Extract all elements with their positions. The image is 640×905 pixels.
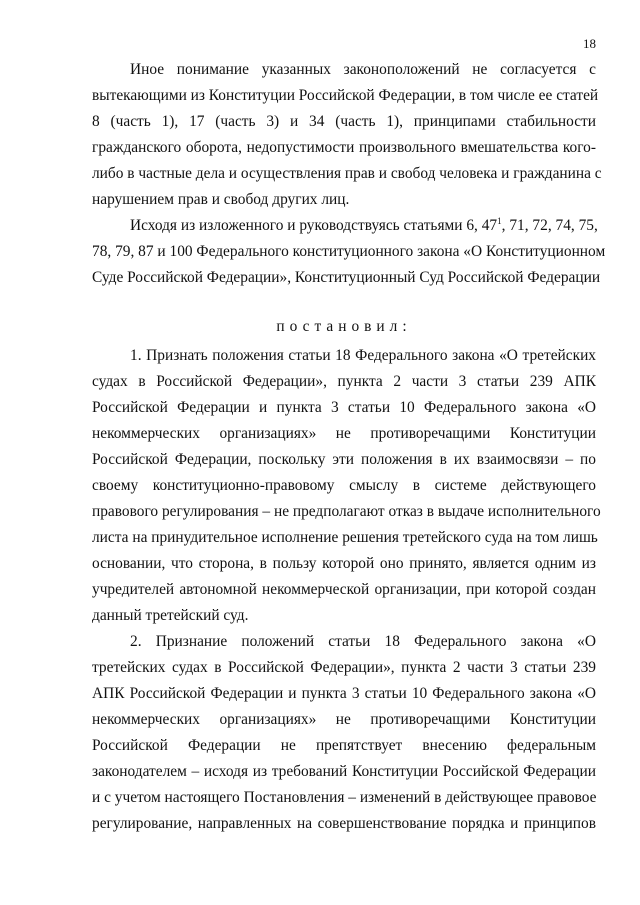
text-fragment: , 71, 72, 74, 75, [501, 217, 598, 234]
text-line: своему конституционно-правовому смыслу в системе действующего [92, 477, 596, 494]
text-line: нарушением прав и свобод других лиц. [92, 191, 350, 208]
text-line: судах в Российской Федерации», пункта 2 части 3 статьи 239 АПК [92, 373, 596, 390]
text-line: либо в частные дела и осуществления прав и свобод человека и гражданина с [92, 165, 602, 182]
text-line: листа на принудительное исполнение решения третейского суда на том лишь [92, 529, 598, 546]
text-line [92, 213, 596, 239]
text-line: Иное понимание указанных законоположений не согласуется с [130, 61, 596, 78]
text-line: третейских судах в Российской Федерации», пункта 2 части 3 статьи 239 [92, 659, 596, 676]
text-line: 8 (часть 1), 17 (часть 3) и 34 (часть 1), принципами стабильности [92, 113, 596, 130]
paragraph-1 [92, 57, 602, 213]
paragraph-3 [92, 343, 601, 629]
text-line: 1. Признать положения статьи 18 Федерального закона «О третейских [130, 347, 596, 364]
text-line: 2. Признание положений статьи 18 Федерального закона «О [130, 633, 596, 650]
paragraph-2 [92, 213, 606, 291]
superscript: 1 [497, 216, 502, 226]
text-line: некоммерческих организациях» не противоречащими Конституции [92, 425, 596, 442]
text-line: и с учетом настоящего Постановления – изменений в действующее правовое [92, 789, 597, 806]
text-line: основании, что сторона, в пользу которой оно принято, является одним из [92, 555, 596, 572]
text-line: 78, 79, 87 и 100 Федерального конституционного закона «О Конституционном [92, 243, 606, 260]
section-heading: постановил: [276, 318, 412, 335]
text-line: данный третейский суд. [92, 607, 249, 624]
paragraph-4 [92, 629, 596, 837]
text-line: Российской Федерации не препятствует внесению федеральным [92, 737, 596, 754]
text-line: АПК Российской Федерации и пункта 3 статьи 10 Федерального закона «О [92, 685, 596, 702]
text-line: Суде Российской Федерации», Конституционный Суд Российской Федерации [92, 269, 601, 286]
text-line: регулирование, направленных на совершенствование порядка и принципов [92, 815, 596, 832]
text-line: правового регулирования – не предполагают отказ в выдаче исполнительного [92, 503, 601, 520]
text-line: вытекающими из Конституции Российской Федерации, в том числе ее статей [92, 87, 599, 104]
text-line: некоммерческих организациях» не противоречащими Конституции [92, 711, 596, 728]
text-fragment: Исходя из изложенного и руководствуясь статьями 6, 47 [130, 217, 498, 234]
page-number: 18 [583, 36, 596, 51]
text-line: учредителей автономной некоммерческой организации, при которой создан [92, 581, 596, 598]
text-line: гражданского оборота, недопустимости произвольного вмешательства кого- [92, 139, 596, 156]
text-line: Российской Федерации и пункта 3 статьи 10 Федерального закона «О [92, 399, 596, 416]
text-line: законодателем – исходя из требований Конституции Российской Федерации [92, 763, 596, 780]
text-line: Российской Федерации, поскольку эти положения в их взаимосвязи – по [92, 451, 596, 468]
